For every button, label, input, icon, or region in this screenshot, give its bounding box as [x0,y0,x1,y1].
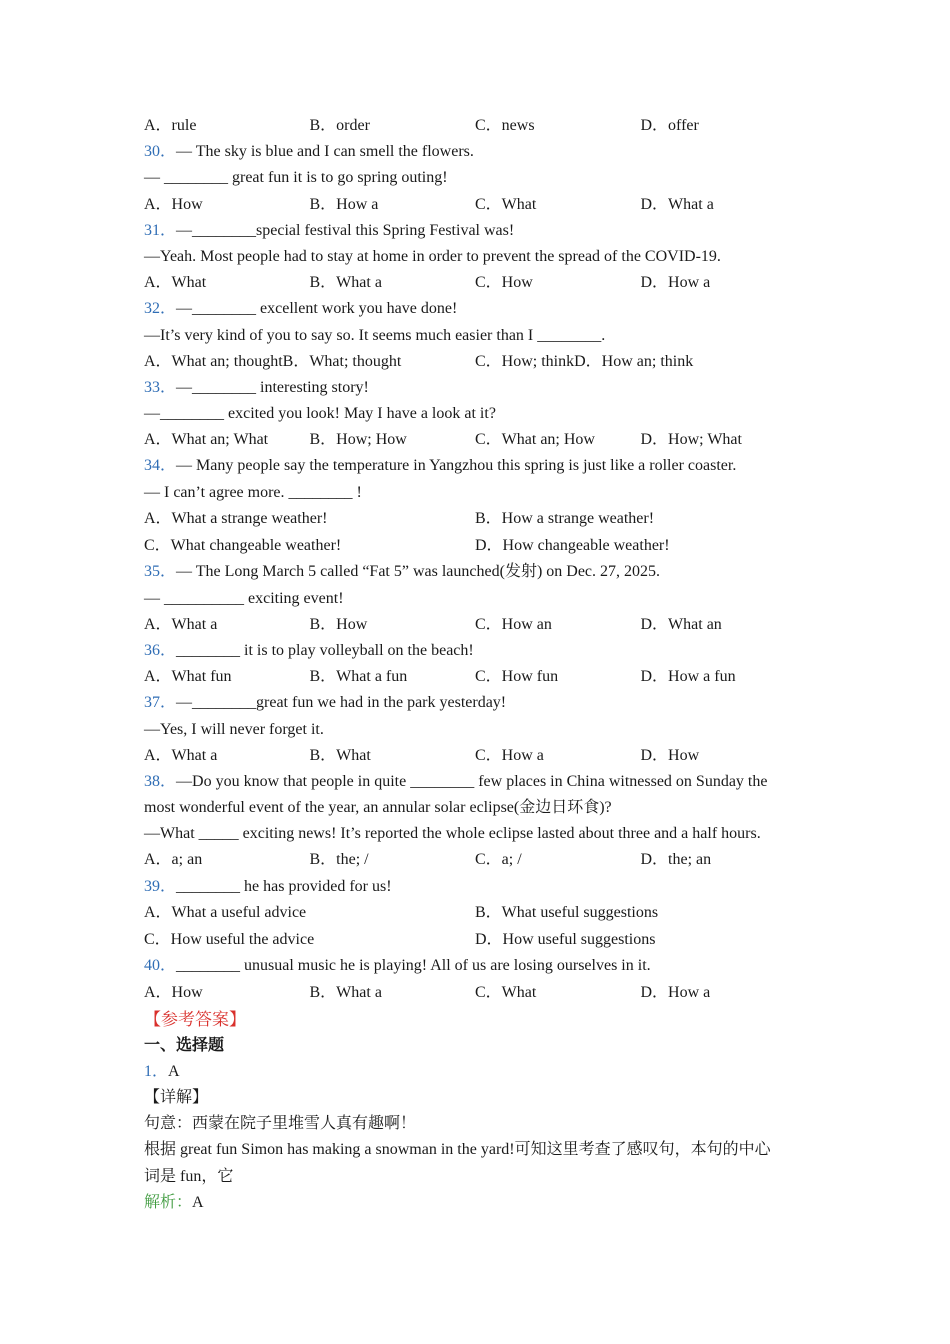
q38-stem-cont: most wonderful event of the year, an annular solar eclipse(金边日环食)? [144,799,612,817]
option: A．How [144,983,203,1001]
option: C．What [475,983,537,1001]
question-text: —________special festival this Spring Festival was! [176,221,515,239]
question-text: ________ he has provided for us! [176,877,392,895]
question-text: ________ it is to play volleyball on the beach! [176,641,474,659]
option: A．What an; What [144,431,269,449]
option: C．How an [475,615,552,633]
question-number: 37． [144,694,177,712]
option: C．How [475,274,533,292]
q38-reply: —What _____ exciting news! It’s reported the whole eclipse lasted about three and a half hours. [144,825,761,843]
q37-stem [144,690,824,716]
option: D．How a [640,983,711,1001]
option: A．What a [144,615,218,633]
q37-options [144,743,824,769]
option: A．What [144,274,207,292]
question-number: 32． [144,300,177,318]
option: D．What a [640,195,714,213]
q32-options [144,349,824,375]
question-text: —________ excellent work you have done! [176,300,458,318]
option: D．How useful suggestions [475,930,656,948]
option: B．the; / [309,851,369,869]
question-text: —________ interesting story! [176,378,369,396]
q34-reply: — I can’t agree more. ________ ! [144,483,362,501]
answer-1 [144,1059,824,1085]
q39-options-row1 [144,900,824,927]
option: C．How useful the advice [144,930,315,948]
option: A．How [144,195,203,213]
option: D．How a fun [640,668,736,686]
question-number: 33． [144,378,177,396]
q38-stem [144,769,824,795]
option: C．news [475,117,535,134]
q34-stem [144,453,824,479]
q33-stem [144,375,824,401]
q37-reply: —Yes, I will never forget it. [144,720,324,738]
answer-value: A [168,1062,180,1080]
option-group: C．How; thinkD．How an; think [475,352,694,370]
jiexi-label: 解析： [144,1193,193,1211]
q30-stem [144,139,824,165]
question-number: 40． [144,957,177,975]
option: D．How changeable weather! [475,536,670,554]
question-number: 36． [144,641,177,659]
sentence-meaning: 句意：西蒙在院子里堆雪人真有趣啊！ [144,1115,417,1133]
option: B．How [309,615,368,633]
option: A．rule [144,117,197,134]
option: D．How; What [640,431,742,449]
option: C．a; / [475,851,522,869]
answer-key-title: 【参考答案】 [144,1009,246,1029]
question-text: ________ unusual music he is playing! All of us are losing ourselves in it. [176,957,651,975]
q31-stem [144,218,824,244]
question-text: —Do you know that people in quite ________ few places in China witnessed on Sunday the [176,772,768,790]
q33-options [144,427,824,453]
analysis-text: 根据 great fun Simon has making a snowman in the yard!可知这里考查了感叹句，本句的中心 [144,1141,771,1159]
option: D．How [640,746,700,764]
option: D．How a [640,274,711,292]
option: A．What fun [144,668,232,686]
option: A．What a useful advice [144,903,307,921]
option: B．How a [309,195,379,213]
q33-reply: —________ excited you look! May I have a look at it? [144,405,496,423]
option: B．How; How [309,431,407,449]
q36-stem [144,638,824,664]
question-number: 38． [144,772,177,790]
question-number: 39． [144,877,177,895]
option: B．What a [309,983,382,1001]
option: A．a; an [144,851,203,869]
analysis-text-cont: 词是 fun，它 [144,1167,234,1185]
detail-label: 【详解】 [144,1089,209,1106]
option: B．What [309,746,371,764]
q40-options [144,980,824,1006]
q39-stem [144,874,824,900]
option: C．What an; How [475,431,595,449]
option: C．How a [475,746,544,764]
answer-number: 1． [144,1062,169,1080]
jiexi-value: A [192,1193,204,1211]
section-heading: 一、选择题 [144,1036,225,1054]
q35-stem [144,559,824,585]
q31-options [144,270,824,296]
q34-options-row1 [144,506,824,533]
option-group: A．What an; thoughtB．What; thought [144,352,402,370]
option: D．the; an [640,851,712,869]
option: A．What a [144,746,218,764]
q32-stem [144,296,824,322]
jiexi-line [144,1190,824,1216]
question-text: — Many people say the temperature in Yangzhou this spring is just like a roller coaster. [176,457,737,475]
q32-reply: —It’s very kind of you to say so. It seems much easier than I ________. [144,326,606,344]
option: B．What a fun [309,668,408,686]
option: D．What an [640,615,722,633]
q35-options [144,612,824,638]
q39-options-row2 [144,927,824,954]
option: C．What changeable weather! [144,536,342,554]
option: D．offer [640,117,699,134]
question-number: 34． [144,457,177,475]
question-text: —________great fun we had in the park yesterday! [176,694,507,712]
option: C．How fun [475,668,559,686]
exam-page [144,113,824,1216]
q40-stem [144,953,824,979]
option: B．order [309,117,370,134]
option: C．What [475,195,537,213]
q35-reply: — __________ exciting event! [144,589,344,607]
q34-options-row2 [144,533,824,560]
q36-options [144,664,824,690]
option: B．How a strange weather! [475,509,655,527]
question-number: 30． [144,143,177,161]
option: B．What useful suggestions [475,903,659,921]
q29-options [144,113,824,139]
q30-reply: — ________ great fun it is to go spring outing! [144,169,448,187]
question-text: — The sky is blue and I can smell the flowers. [176,143,474,161]
q31-reply: —Yeah. Most people had to stay at home in order to prevent the spread of the COVID-19. [144,247,721,265]
option: B．What a [309,274,382,292]
option: A．What a strange weather! [144,509,328,527]
question-number: 35． [144,563,177,581]
question-text: — The Long March 5 called “Fat 5” was launched(发射) on Dec. 27, 2025. [176,563,661,581]
question-number: 31． [144,221,177,239]
q30-options [144,192,824,218]
q38-options [144,847,824,873]
